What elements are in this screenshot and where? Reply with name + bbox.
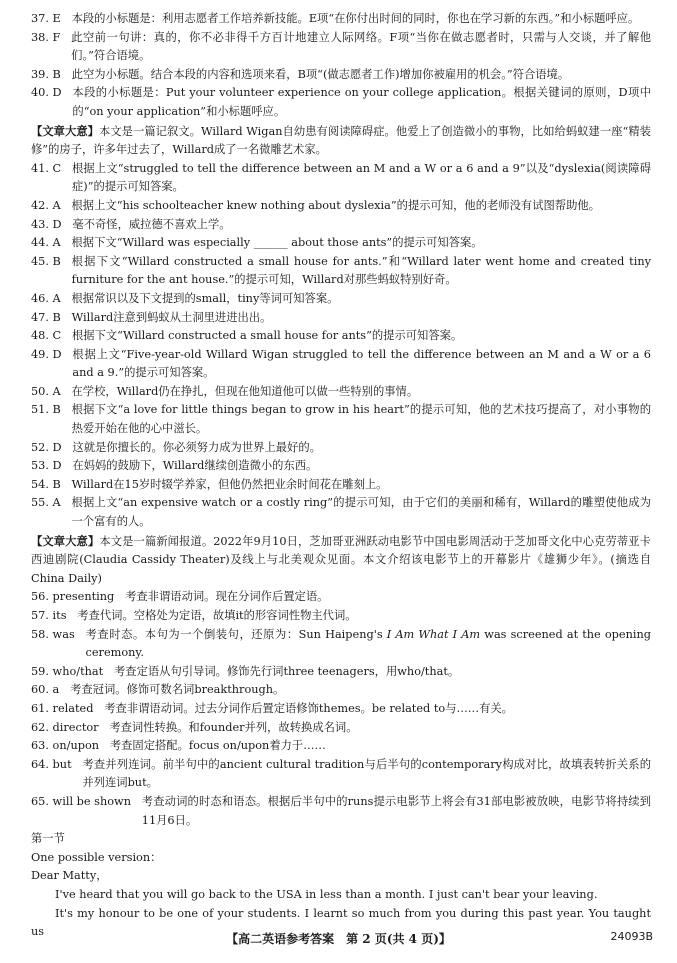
answer-explanation: 考查冠词。修饰可数名词breakthrough。 [70,683,285,697]
answer-explanation: 本段的小标题是：利用志愿者工作培养新技能。E项“在你付出时间的同时，你也在学习新的东西。”和小标题呼应。 [71,12,640,25]
answer-item [31,197,651,216]
answer-number: 48. C [31,329,72,343]
answer-group-37-40 [31,10,651,122]
answer-number: 49. D [31,347,73,361]
answer-item [31,681,651,700]
answer-item [31,29,651,66]
answer-explanation: 根据上文“an expensive watch or a costly ring”的提示可知，由于它们的美丽和稀有，Willard的雕塑使他成为一个富有的人。 [71,496,651,529]
answer-number: 63. on/upon [31,739,110,753]
summary-text: 本文是一篇新闻报道。2022年9月10日，芝加哥亚洲跃动电影节中国电影周活动于芝加哥文化中心克劳蒂亚卡西迪剧院(Claudia Cassidy Theater)及线上与北美观众见面。本文介绍该电影节上的开幕影片《雄狮少年》。(摘选自China Daily) [31,534,651,585]
answer-item [31,383,651,402]
section-heading: 第一节 [31,832,65,846]
answer-explanation: 考查动词的时态和语态。根据后半句中的runs提示电影节上将会有31部电影被放映，电影节将持续到11月6日。 [141,794,651,827]
answer-item [31,216,651,235]
answer-number: 39. B [31,67,72,81]
answer-explanation: 根据下文“a love for little things began to grow in his heart”的提示可知，他的艺术技巧提高了，对小事物的热爱开始在他的心中滋长。 [71,403,651,436]
answer-number: 57. its [31,609,78,622]
answer-item [31,84,651,121]
answer-item [31,494,651,531]
answer-item [31,737,651,756]
answer-number: 65. will be shown [31,794,142,808]
answer-number: 53. D [31,459,73,473]
answer-explanation: 此空前一句讲：真的，你不必非得千方百计地建立人际网络。F项“当你在做志愿者时，只需与人交谈，并了解他们。”符合语境。 [71,30,651,63]
summary-text: 本文是一篇记叙文。Willard Wigan自幼患有阅读障碍症。他爱上了创造微小的事物，比如给蚂蚁建一座“精装修”的房子，许多年过去了，Willard成了一名微雕艺术家。 [31,124,651,157]
answer-explanation: 根据下文“Willard was especially ______ about those ants”的提示可知答案。 [71,236,483,250]
answer-number: 56. presenting [31,590,126,604]
answer-number: 51. B [31,403,72,417]
answer-explanation: 考查代词。空格处为定语，故填it的形容词性物主代词。 [77,609,357,622]
answer-item [31,793,651,830]
answer-explanation: 在学校，Willard仍在挣扎，但现在他知道他可以做一些特别的事情。 [71,384,419,398]
answer-number: 60. a [31,683,71,697]
answer-item [31,66,651,85]
answer-item [31,719,651,738]
answer-explanation: 考查词性转换。和founder并列，故转换成名词。 [109,720,358,734]
answer-number: 45. B [31,254,72,268]
answer-number: 54. B [31,477,72,491]
explanation-text: 考查时态。本句为一个倒装句，还原为：Sun Haipeng's [85,627,387,641]
answer-item [31,234,651,253]
answer-explanation: 根据常识以及下文提到的small，tiny等词可知答案。 [71,291,339,305]
answer-number: 38. F [31,30,72,44]
answer-explanation: Willard在15岁时辍学养家，但他仍然把业余时间花在雕刻上。 [71,477,388,491]
answer-number: 62. director [31,720,110,734]
answer-item [31,346,651,383]
answer-explanation: 根据下文“Willard constructed a small house for ants”的提示可知答案。 [71,329,463,343]
answer-number: 37. E [31,12,72,25]
answer-group-41-55 [31,160,651,532]
answer-explanation: 本段的小标题是：Put your volunteer experience on your college application。根据关键词的原则，D项中的“on your application”和小标题呼应。 [72,86,651,118]
answer-explanation: 根据上文“Five-year-old Willard Wigan struggled to tell the difference between an M and a W or a 6 and a 9.”的提示可知答案。 [72,347,651,380]
letter-paragraph-1: I've heard that you will go back to the USA in less than a month. I just can't bear your leaving. [55,887,598,901]
answer-explanation: 根据上文“struggled to tell the difference between an M and a W or a 6 and a 9”以及“dyslexia(阅读障碍症)”的提示可知答案。 [71,161,651,194]
answer-item [31,663,651,682]
summary-bracket-label: 【文章大意】 [31,533,100,548]
answer-explanation: 考查非谓语动词。过去分词作后置定语修饰themes。be related to与……有关。 [104,701,513,715]
answer-explanation: Willard注意到蚂蚁从土洞里进进出出。 [71,310,272,324]
answer-explanation [86,626,651,663]
answer-item [31,756,651,793]
summary-bracket-label: 【文章大意】 [31,123,99,138]
answer-item [31,253,651,290]
answer-number: 52. D [31,440,73,454]
answer-explanation: 在妈妈的鼓励下，Willard继续创造微小的东西。 [72,459,318,473]
answer-explanation: 考查定语从句引导词。修饰先行词three teenagers，用who/that。 [113,664,460,678]
answer-item [31,588,651,607]
answer-number: 44. A [31,236,72,250]
answer-item [31,607,651,626]
answer-number: 59. who/that [31,664,114,678]
answer-number: 47. B [31,310,72,324]
answer-explanation: 根据上文“his schoolteacher knew nothing about dyslexia”的提示可知，他的老师没有试图帮助他。 [71,198,600,212]
answer-explanation: 考查并列连词。前半句中的ancient cultural tradition与后半句的contemporary构成对比，故填表转折关系的并列连词but。 [82,757,651,790]
answer-item [31,160,651,197]
answer-item [31,439,651,458]
explanation-text: was screened at the opening ceremony. [85,627,651,660]
answer-item [31,309,651,328]
answer-number: 58. was [31,627,86,641]
answer-item [31,10,651,29]
answer-number: 50. A [31,384,72,398]
answer-number: 55. A [31,496,72,510]
answer-number: 40. D [31,86,73,100]
answer-number: 61. related [31,701,105,715]
answer-explanation: 这就是你擅长的。你必须努力成为世界上最好的。 [72,440,321,454]
article-summary-1 [31,122,651,160]
answer-group-56-65 [31,588,651,830]
answer-explanation: 考查非谓语动词。现在分词作后置定语。 [125,590,329,604]
answer-key-page [31,10,651,942]
film-title: I Am What I Am [386,627,481,641]
letter-paragraph-2: It's my honour to be one of your students. I learnt so much from you during this past year. You taught us [31,906,651,939]
answer-number: 42. A [31,198,72,212]
answer-explanation: 毫不奇怪，威拉德不喜欢上学。 [72,217,231,231]
footer-title: 【高二英语参考答案 第 2 页(共 4 页)】 [226,932,451,946]
answer-item [31,457,651,476]
answer-explanation: 考查固定搭配。focus on/upon着力于…… [109,739,326,753]
answer-number: 64. but [31,757,83,771]
answer-explanation: 根据下文“Willard constructed a small house for ants.”和“Willard later went home and created tiny furniture for the ant house.”的提示可知，Willard对那些蚂蚁特别好奇。 [71,254,651,287]
answer-item [31,476,651,495]
answer-item [31,626,651,663]
answer-item [31,700,651,719]
answer-item [31,401,651,438]
answer-item [31,290,651,309]
answer-number: 46. A [31,291,72,305]
article-summary-2 [31,532,651,589]
letter-greeting: Dear Matty， [31,869,108,883]
answer-item [31,327,651,346]
answer-explanation: 此空为小标题。结合本段的内容和选项来看，B项“(做志愿者工作)增加你被雇用的机会。”符合语境。 [71,67,570,81]
footer-code: 24093B [610,930,653,943]
answer-number: 41. C [31,161,72,175]
version-label: One possible version： [31,850,162,864]
answer-number: 43. D [31,217,73,231]
